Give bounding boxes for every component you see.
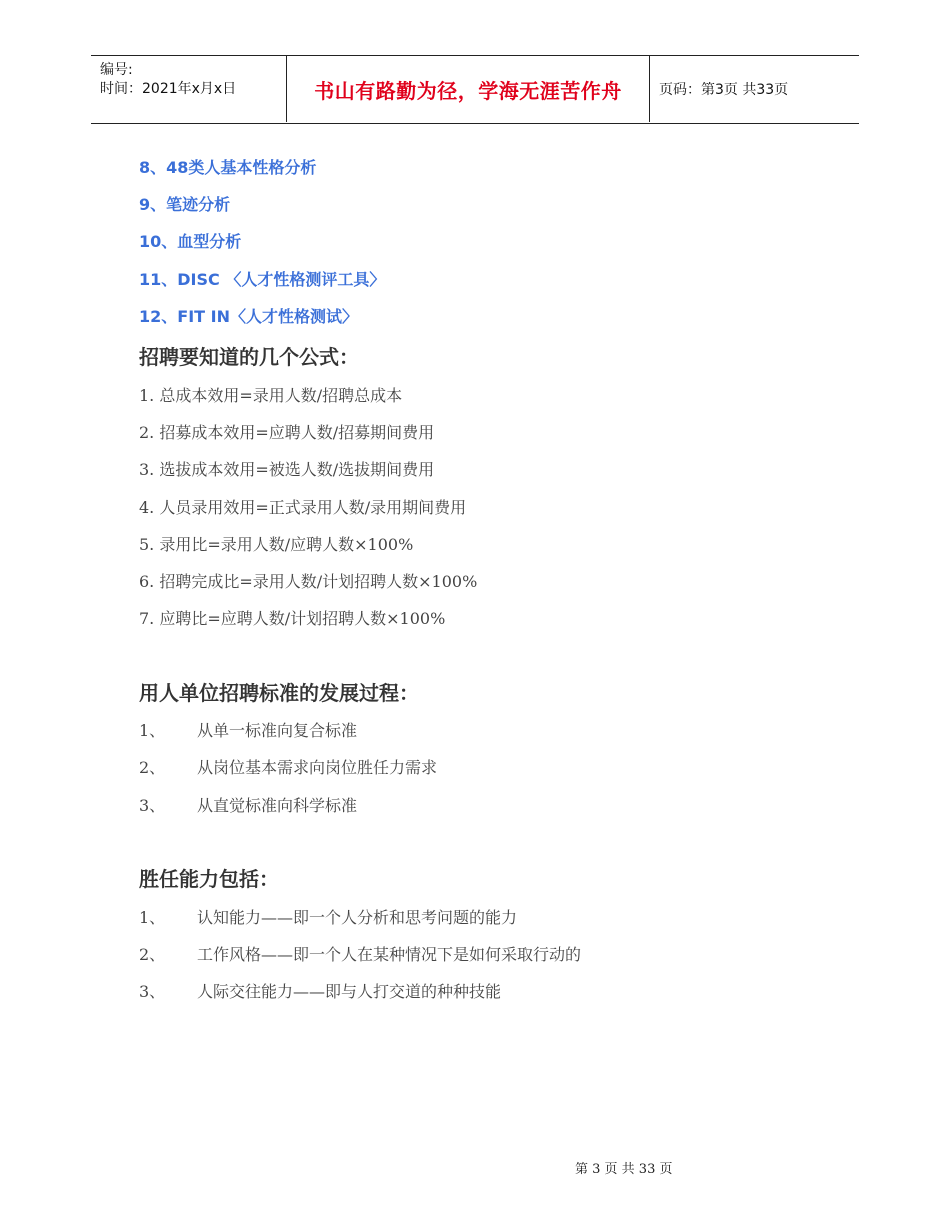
- item-text: 从单一标准向复合标准: [197, 721, 358, 740]
- item-number: 3、: [139, 796, 166, 815]
- item-text: 从直觉标准向科学标准: [197, 796, 358, 815]
- page-footer: 第 3 页 共 33 页: [575, 1162, 673, 1177]
- formula-item: 4. 人员录用效用=正式录用人数/录用期间费用: [139, 498, 467, 517]
- item-number: 1、: [139, 721, 166, 740]
- document-header: [91, 55, 859, 124]
- item-number: 3、: [139, 982, 166, 1001]
- header-page-label: 页码：第3页 共33页: [659, 82, 789, 98]
- item-number: 2、: [139, 945, 166, 964]
- item-text: 认知能力——即一个人分析和思考问题的能力: [197, 908, 518, 927]
- header-meta-cell: [91, 56, 287, 122]
- item-text: 工作风格——即一个人在某种情况下是如何采取行动的: [197, 945, 582, 964]
- blue-list-item: 12、FIT IN〈人才性格测试〉: [139, 307, 358, 326]
- section-heading-formulas: 招聘要知道的几个公式：: [139, 345, 359, 369]
- blue-list-item: 9、笔迹分析: [139, 195, 231, 214]
- section-heading-standards: 用人单位招聘标准的发展过程：: [139, 681, 419, 705]
- competency-item: [139, 905, 517, 928]
- blue-list-item: 10、血型分析: [139, 232, 242, 251]
- formula-item: 6. 招聘完成比=录用人数/计划招聘人数×100%: [139, 572, 478, 591]
- standard-item: [139, 755, 437, 778]
- header-motto: 书山有路勤为径，学海无涯苦作舟: [287, 56, 650, 122]
- formula-item: 5. 录用比=录用人数/应聘人数×100%: [139, 535, 414, 554]
- item-number: 1、: [139, 908, 166, 927]
- formula-item: 1. 总成本效用=录用人数/招聘总成本: [139, 386, 403, 405]
- competency-item: [139, 979, 501, 1002]
- document-number-label: 编号:: [100, 62, 133, 78]
- section-heading-competency: 胜任能力包括：: [139, 867, 279, 891]
- formula-item: 3. 选拔成本效用=被选人数/选拔期间费用: [139, 460, 435, 479]
- item-text: 从岗位基本需求向岗位胜任力需求: [197, 758, 438, 777]
- standard-item: [139, 793, 357, 816]
- standard-item: [139, 718, 357, 741]
- item-number: 2、: [139, 758, 166, 777]
- item-text: 人际交往能力——即与人打交道的种种技能: [197, 982, 502, 1001]
- document-date-label: 时间：2021年x月x日: [100, 81, 237, 97]
- competency-item: [139, 942, 581, 965]
- formula-item: 2. 招募成本效用=应聘人数/招募期间费用: [139, 423, 435, 442]
- formula-item: 7. 应聘比=应聘人数/计划招聘人数×100%: [139, 609, 446, 628]
- blue-list-item: 8、48类人基本性格分析: [139, 158, 317, 177]
- blue-list-item: 11、DISC 〈人才性格测评工具〉: [139, 270, 386, 289]
